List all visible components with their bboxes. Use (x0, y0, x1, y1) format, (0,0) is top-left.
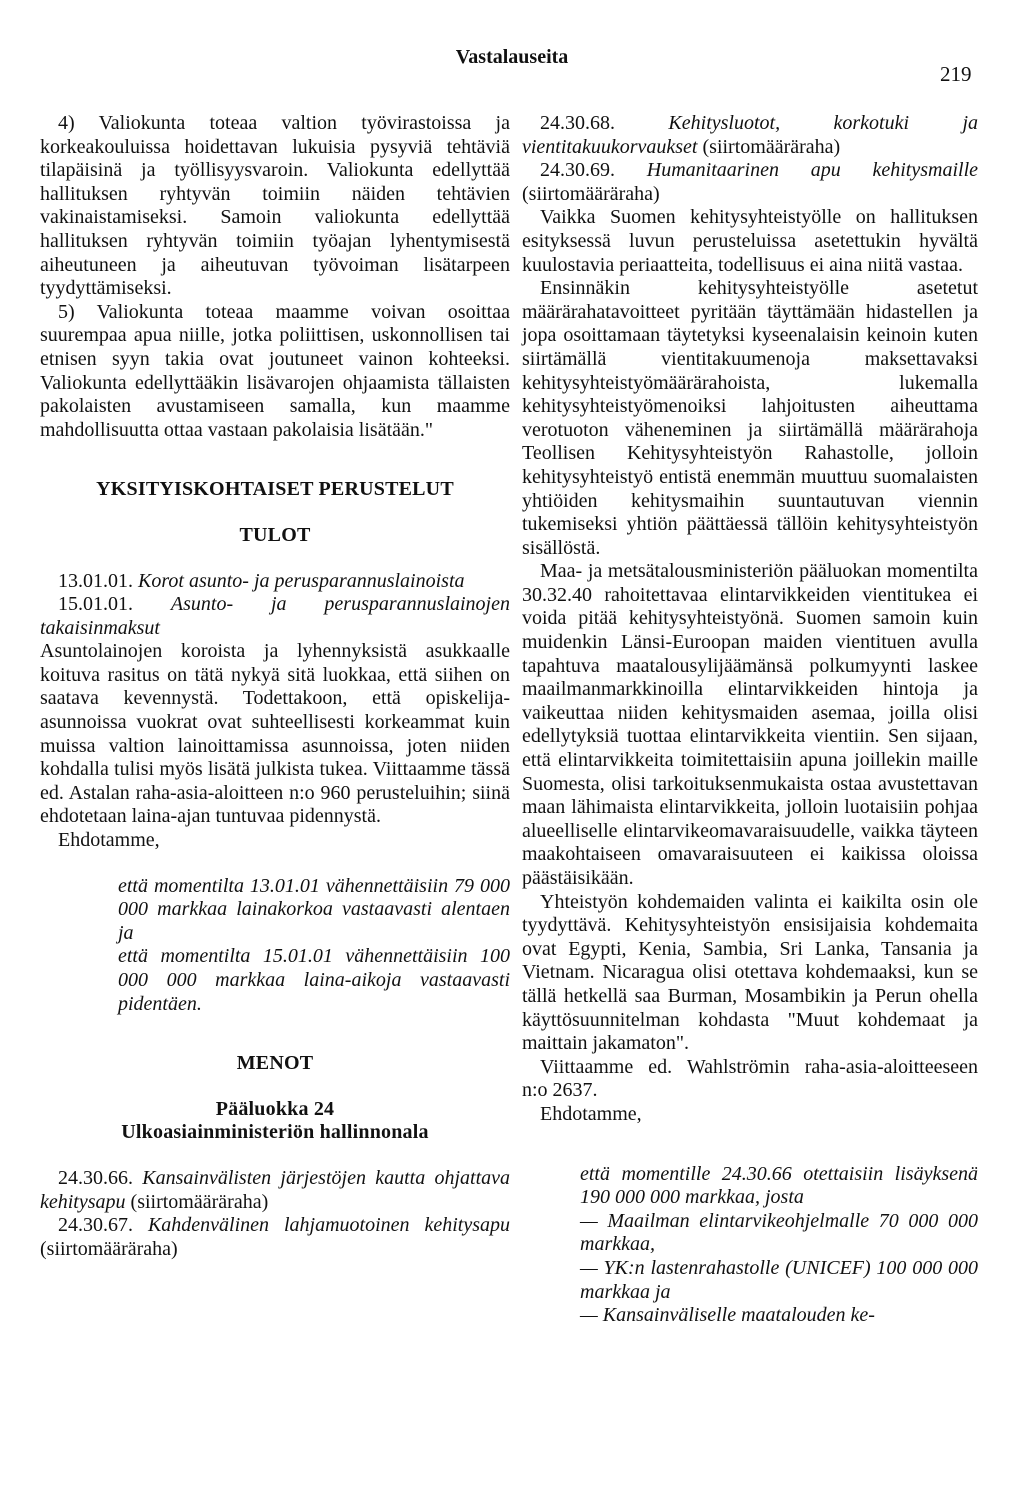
budget-item-24-30-69 (522, 159, 978, 206)
item-title: Kahdenvälinen lahjamuotoinen kehitysapu (147, 1214, 510, 1237)
item-number: 24.30.66. (58, 1166, 133, 1189)
running-title: Vastalauseita (455, 46, 569, 68)
item-title: Kehitysluotot, korkotuki ja vientitakuukorvaukset (522, 112, 978, 158)
item-title: Asunto- ja perusparannuslainojen takaisinmaksut (40, 593, 510, 639)
left-column (40, 112, 510, 1261)
budget-item-24-30-68 (522, 112, 978, 159)
right-column (522, 112, 978, 1328)
budget-item-15-01-01 (40, 593, 510, 640)
proposal-2: — Maailman elintarvikeohjelmalle 70 000 000 markkaa, (580, 1209, 978, 1256)
item-type: (siirtomääräraha) (130, 1190, 269, 1213)
proposal-4: — Kansainväliselle maatalouden ke- (580, 1304, 875, 1327)
section-heading-ministry: Ulkoasiainministeriön hallinnonala (121, 1121, 429, 1144)
item-type: (siirtomääräraha) (522, 182, 660, 205)
item-number: 15.01.01. (58, 593, 133, 616)
item-number: 24.30.67. (58, 1214, 133, 1237)
proposal-intro: Ehdotamme, (540, 1102, 642, 1125)
item-title: Kansainvälisten järjestöjen kautta ohjattava kehitysapu (40, 1166, 510, 1213)
paragraph-2: Ensinnäkin kehitysyhteistyölle asetetut määrärahatavoitteet pyritään täyttämään hidastellen ja jopa osoittamaan täytetyksi kyseenalaisin keinoin kuten siirtämällä vientitakuumenoja maksettavaksi kehitysyhteistyömäärärahoista, lukemalla kehitysyhteistyömenoiksi lahjoitusten aiheuttama verotuoton väheneminen ja siirtämällä määrärahoja Teollisen Kehitysyhteistyön Rahastolle, jolloin kehitysyhteistyö entistä enemmän muuttuu suomalaisten yhtiöiden kehitysmaihin suuntautuvan viennin tukemiseksi yhtiön päättäessä tällöin kehitysyhteistyön sisällöstä. (522, 277, 978, 559)
item-number: 24.30.69. (540, 159, 615, 182)
section-heading-menot: MENOT (236, 1052, 314, 1075)
item-title: Korot asunto- ja perusparannuslainoista (138, 569, 465, 592)
item-type: (siirtomääräraha) (702, 135, 841, 158)
proposal-1: että momentilta 13.01.01 vähennettäisiin 79 000 000 markkaa lainakorkoa vastaavasti alentaen ja (118, 874, 510, 944)
section-heading-tulot: TULOT (239, 523, 311, 546)
budget-item-24-30-67 (40, 1214, 510, 1261)
proposal-1: että momentille 24.30.66 otettaisiin lisäyksenä 190 000 000 markkaa, josta (580, 1162, 978, 1209)
proposal-2: että momentilta 15.01.01 vähennettäisiin 100 000 000 markkaa laina-aikoja vastaavasti pidentäen. (118, 945, 510, 1015)
page-number: 219 (940, 62, 972, 86)
paragraph-1: Vaikka Suomen kehitysyhteistyölle on hallituksen esityksessä luvun perusteluissa asetettukin hyvältä kuulostavia periaatteita, todellisuus ei aina niitä vastaa. (522, 206, 978, 276)
item-type: (siirtomääräraha) (40, 1237, 178, 1260)
item-number: 24.30.68. (540, 112, 615, 134)
proposal-3: — YK:n lastenrahastolle (UNICEF) 100 000 000 markkaa ja (580, 1256, 978, 1303)
paragraph-4: Yhteistyön kohdemaiden valinta ei kaikilta osin ole tyydyttävä. Kehitysyhteistyön ensisijaisia kohdemaita ovat Egypti, Kenia, Sambia, Sri Lanka, Tansania ja Vietnam. Nicaragua olisi otettava kohdemaaksi, kun se tällä hetkellä saa Burman, Mosambikin ja Perun ohella käyttösuunnitelman kohdasta "Muut kohdemaat ja maittain jakamaton". (522, 890, 978, 1055)
budget-item-13-01-01 (40, 570, 510, 594)
paragraph-point-5: 5) Valiokunta toteaa maamme voivan osoittaa suurempaa apua niille, jotka poliittisen, uskonnollisen tai etnisen syyn takia ovat joutuneet vainon kohteeksi. Valiokunta edellyttääkin lisävarojen ohjaamista tällaisten pakolaisten avustamiseen samalla, kun maamme mahdollisuutta ottaa vastaan pakolaisia lisätään." (40, 300, 510, 441)
paragraph-5: Viittaamme ed. Wahlströmin raha-asia-aloitteeseen n:o 2637. (522, 1055, 978, 1102)
item-title: Humanitaarinen apu kehitysmaille (646, 159, 979, 182)
body-paragraph: Asuntolainojen koroista ja lyhennyksistä asukkaalle koituva rasitus on tätä nykyä sitä luokkaa, että siihen on saatava kevennystä. Todettakoon, että opiskelija-asunnoissa vuokrat ovat suhteellisesti korkeammat kuin muissa valtion lainoittamissa asunnoissa, joten niiden kohdalla tulisi myös lisätä julkista tukea. Viittaamme tässä ed. Astalan raha-asia-aloitteen n:o 960 perusteluihin; siinä ehdotetaan laina-ajan tuntuvaa pidennystä. (40, 640, 510, 828)
section-heading-main: YKSITYISKOHTAISET PERUSTELUT (96, 478, 454, 501)
budget-item-24-30-66 (40, 1167, 510, 1214)
section-heading-paaluokka: Pääluokka 24 (215, 1097, 335, 1120)
paragraph-3: Maa- ja metsätalousministeriön pääluokan momentilta 30.32.40 rahoitettavaa elintarvikkeiden vientitukea ei voida pitää kehitysyhteistyönä. Suomen samoin kuin muidenkin Länsi-Euroopan maiden vientituen avulla tapahtuva maatalousylijäämänsä polkumyynti laskee maailmanmarkkinoilla elintarvikkeiden hintoja ja vaikeuttaa niiden kehitysmaiden asemaa, joilla olisi edellytyksiä tuottaa elintarvikkeita vientiin. Sen sijaan, että elintarvikkeita toimitettaisiin apuna joillekin maille Suomesta, olisi tarkoituksenmukaista ostaa avustettavan maan lähimaista elintarvikkeita, jolloin luotaisiin pohjaa alueelliselle elintarvikeomavaraisuudelle, vaikka täyteen maakohtaiseen omavaraisuuteen ei kaikissa oloissa päästäisikään. (522, 560, 978, 889)
proposal-intro: Ehdotamme, (58, 829, 160, 852)
paragraph-point-4: 4) Valiokunta toteaa valtion työvirastoissa ja korkeakouluissa hoidettavan lukuisia pysyviä tehtäviä tilapäisinä ja työllisyysvaroin. Valiokunta edellyttää hallituksen ryhtyvän toimiin näiden tehtävien vakinaistamiseksi. Samoin valiokunta edellyttää hallituksen ryhtyvän toimiin työajan lyhentymisestä aiheutuneen ja aiheutuvan työvoiman lisätarpeen tyydyttämiseksi. (40, 112, 510, 300)
item-number: 13.01.01. (58, 569, 133, 592)
